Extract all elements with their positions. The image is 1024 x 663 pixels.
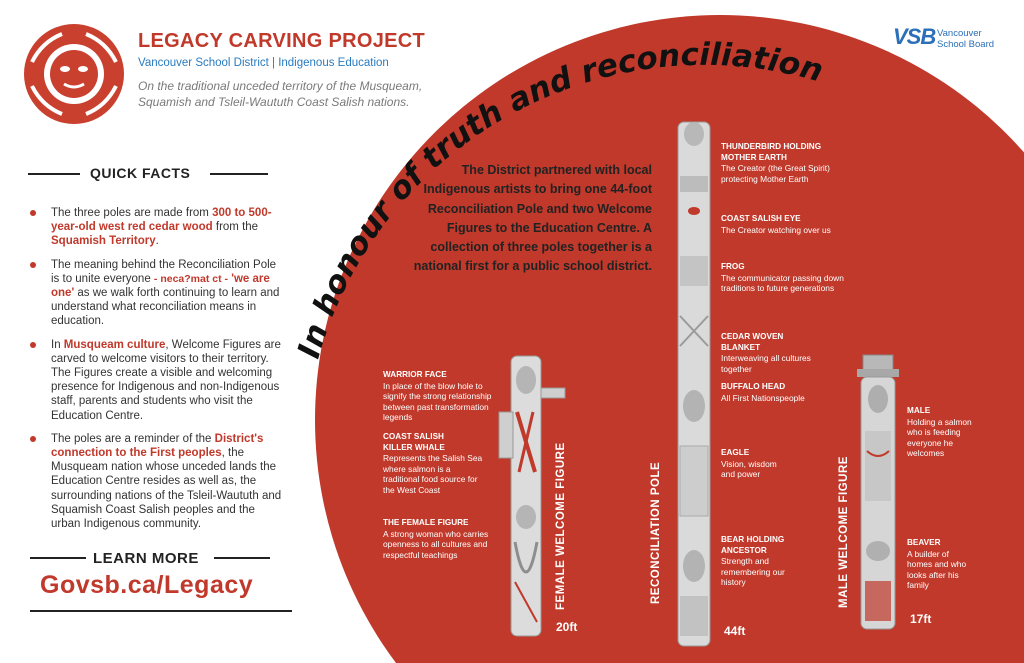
male-pole-label: MALE WELCOME FIGURE [838, 456, 850, 608]
district-partnership-text: The District partnered with local Indigenous artists to bring one 44-foot Reconciliation Pole and two Welcome Figures to the Education Centre. A collection of three poles together is a national first for a public school district. [413, 163, 652, 274]
female-pole-height: 20ft [556, 620, 578, 634]
male-welcome-figure-image [855, 351, 901, 633]
annotation: BUFFALO HEAD All First Nationspeople [721, 382, 805, 403]
female-pole-label: FEMALE WELCOME FIGURE [555, 442, 567, 610]
annotation: FROG The communicator passing down traditions to future generations [721, 262, 844, 294]
learn-more-title: LEARN MORE [93, 550, 199, 567]
annotation: THUNDERBIRD HOLDING MOTHER EARTH The Creator (the Great Spirit) protecting Mother Earth [721, 142, 830, 184]
annotation: BEAR HOLDING ANCESTOR Strength and remembering our history [721, 535, 785, 588]
annotation: BEAVER A builder of homes and who looks after his family [907, 538, 967, 591]
arc-heading: In honour of truth and reconciliation [291, 36, 827, 363]
divider [214, 557, 270, 559]
quick-facts-list [30, 206, 285, 540]
divider [210, 173, 268, 175]
quick-facts-title: QUICK FACTS [90, 165, 191, 181]
reconciliation-pole-label: RECONCILIATION POLE [650, 461, 662, 604]
page-title: LEGACY CARVING PROJECT [138, 30, 426, 52]
vsb-logo-line2: School Board [937, 39, 995, 50]
divider [28, 173, 80, 175]
page-subtitle: Vancouver School District | Indigenous Education [138, 57, 389, 69]
reconciliation-pole-image [672, 116, 716, 650]
carving-project-logo [22, 22, 126, 126]
reconciliation-pole-height: 44ft [724, 624, 746, 638]
divider [30, 557, 86, 559]
divider [30, 610, 292, 612]
annotation: CEDAR WOVEN BLANKET Interweaving all cultures together [721, 332, 811, 374]
vsb-logo-line1: Vancouver [937, 28, 982, 39]
annotation: COAST SALISH EYE The Creator watching over us [721, 214, 831, 235]
territory-acknowledgement: On the traditional unceded territory of the Musqueam, Squamish and Tsleil-Waututh Coast Salish nations. [138, 79, 423, 109]
fact-item: The meaning behind the Reconciliation Pole is to unite everyone - neca?mat ct - 'we are one' as we walk forth continuing to learn and understand what reconciliation means in education. [30, 258, 285, 329]
annotation: EAGLE Vision, wisdom and power [721, 448, 777, 480]
annotation: WARRIOR FACE In place of the blow hole to signify the strong relationship between past transformation legends [383, 370, 492, 423]
male-pole-height: 17ft [910, 612, 932, 626]
vsb-logo-mark: VSB [893, 24, 936, 49]
learn-more-link[interactable]: Govsb.ca/Legacy [40, 571, 254, 599]
annotation: COAST SALISH KILLER WHALE Represents the Salish Sea where salmon is a traditional food source for the West Coast [383, 432, 483, 495]
fact-item: The three poles are made from 300 to 500-year-old west red cedar wood from the Squamish Territory. [30, 206, 285, 249]
fact-item: The poles are a reminder of the District's connection to the First peoples, the Musqueam nation whose unceded lands the Education Centre resides as well as, the surrounding nations of the Tsleil-Waututh and Squamish Coast Salish peoples and the urban Indigenous community. [30, 432, 285, 531]
annotation: MALE Holding a salmon who is feeding everyone he welcomes [907, 406, 972, 459]
fact-item: In Musqueam culture, Welcome Figures are carved to welcome visitors to their territory. The Figures create a visible and welcoming presence for Indigenous and non-Indigenous staff, parents and students who visit the Education Centre. [30, 338, 285, 423]
annotation: THE FEMALE FIGURE A strong woman who carries openness to all cultures and respectful teachings [383, 518, 489, 560]
